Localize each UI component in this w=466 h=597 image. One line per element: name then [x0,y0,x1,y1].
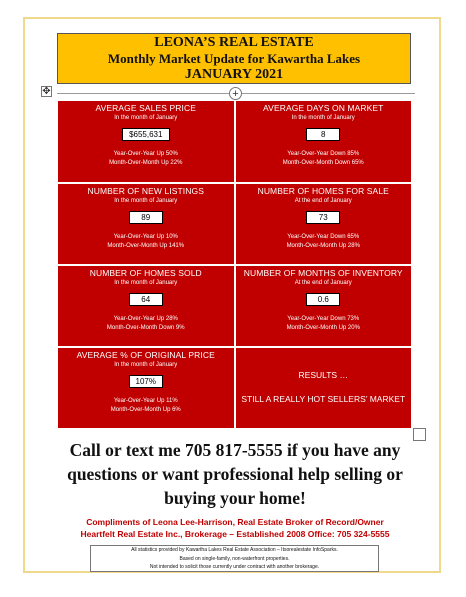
stat-yoy: Year-Over-Year Down 85% [287,151,360,157]
disclaimer-source: All statistics provided by Kawartha Lakes Real Estate Association – Itsorealestate InfoSparks. [131,547,338,553]
compliments-broker: Compliments of Leona Lee-Harrison, Real Estate Broker of Record/Owner [86,517,384,527]
stat-mom: Month-Over-Month Up 6% [110,407,181,413]
stat-value: 0.6 [306,293,340,306]
stat-cell-average-sales-price[interactable] [58,101,234,182]
results-summary: STILL A REALLY HOT SELLERS’ MARKET [241,394,406,404]
stat-subtitle: In the month of January [114,115,178,121]
stat-title: NUMBER OF HOMES SOLD [89,268,202,278]
stat-yoy: Year-Over-Year Up 50% [113,151,178,157]
stat-mom: Month-Over-Month Up 141% [107,243,185,249]
stat-title: NUMBER OF MONTHS OF INVENTORY [243,268,403,278]
stat-title: AVERAGE DAYS ON MARKET [263,103,384,113]
stat-subtitle: In the month of January [114,280,178,286]
stat-yoy: Year-Over-Year Up 11% [113,398,178,404]
compliments-brokerage: Heartfelt Real Estate Inc., Brokerage – Established 2008 Office: 705 324-5555 [80,529,390,539]
report-title: Monthly Market Update for Kawartha Lakes [107,51,361,66]
insert-column-plus-icon[interactable]: + [229,87,242,100]
stat-subtitle: In the month of January [114,198,178,204]
stat-value: 8 [306,128,340,141]
stats-table[interactable] [58,101,411,422]
stat-subtitle: In the month of January [291,115,355,121]
report-month: JANUARY 2021 [184,67,284,82]
stat-value: 89 [129,211,163,224]
stat-subtitle: At the end of January [294,198,352,204]
stat-title: NUMBER OF HOMES FOR SALE [257,186,389,196]
compliments-block [52,516,418,540]
stat-mom: Month-Over-Month Down 65% [282,160,364,166]
table-move-handle-icon[interactable]: ✥ [42,86,51,97]
stat-title: AVERAGE % OF ORIGINAL PRICE [76,350,215,360]
stat-cell-homes-for-sale[interactable] [236,184,412,264]
disclaimer-solicitation: Not intended to solicit those currently under contract with another brokerage. [149,564,320,570]
disclaimer-box [90,545,379,572]
stat-yoy: Year-Over-Year Down 73% [287,316,360,322]
stat-mom: Month-Over-Month Up 22% [109,160,183,166]
stat-value: 64 [129,293,163,306]
results-heading: RESULTS … [298,370,348,380]
results-cell[interactable] [236,348,412,428]
stat-cell-months-of-inventory[interactable] [236,266,412,346]
stat-title: NUMBER OF NEW LISTINGS [87,186,204,196]
stat-value: $655,631 [122,128,170,141]
stat-title: AVERAGE SALES PRICE [95,103,196,113]
stat-value: 107% [129,375,163,388]
stat-subtitle: At the end of January [294,280,352,286]
stat-cell-average-days-on-market[interactable] [236,101,412,182]
disclaimer-basis: Based on single-family, non-waterfront properties. [179,555,290,562]
stat-value: 73 [306,211,340,224]
stat-cell-homes-sold[interactable] [58,266,234,346]
stat-cell-percent-of-original-price[interactable] [58,348,234,428]
stat-mom: Month-Over-Month Up 28% [286,243,360,249]
stat-subtitle: In the month of January [114,362,178,368]
stat-yoy: Year-Over-Year Down 65% [287,234,360,240]
stat-cell-new-listings[interactable] [58,184,234,264]
stat-yoy: Year-Over-Year Up 10% [113,234,178,240]
title-banner [57,33,411,84]
stat-yoy: Year-Over-Year Up 28% [113,316,178,322]
call-to-action: Call or text me 705 817-5555 if you have any questions or want professional help selling or buying your home! [67,440,403,508]
stat-mom: Month-Over-Month Down 9% [106,325,185,331]
company-name: LEONA’S REAL ESTATE [154,35,314,50]
stat-mom: Month-Over-Month Up 20% [286,325,360,331]
